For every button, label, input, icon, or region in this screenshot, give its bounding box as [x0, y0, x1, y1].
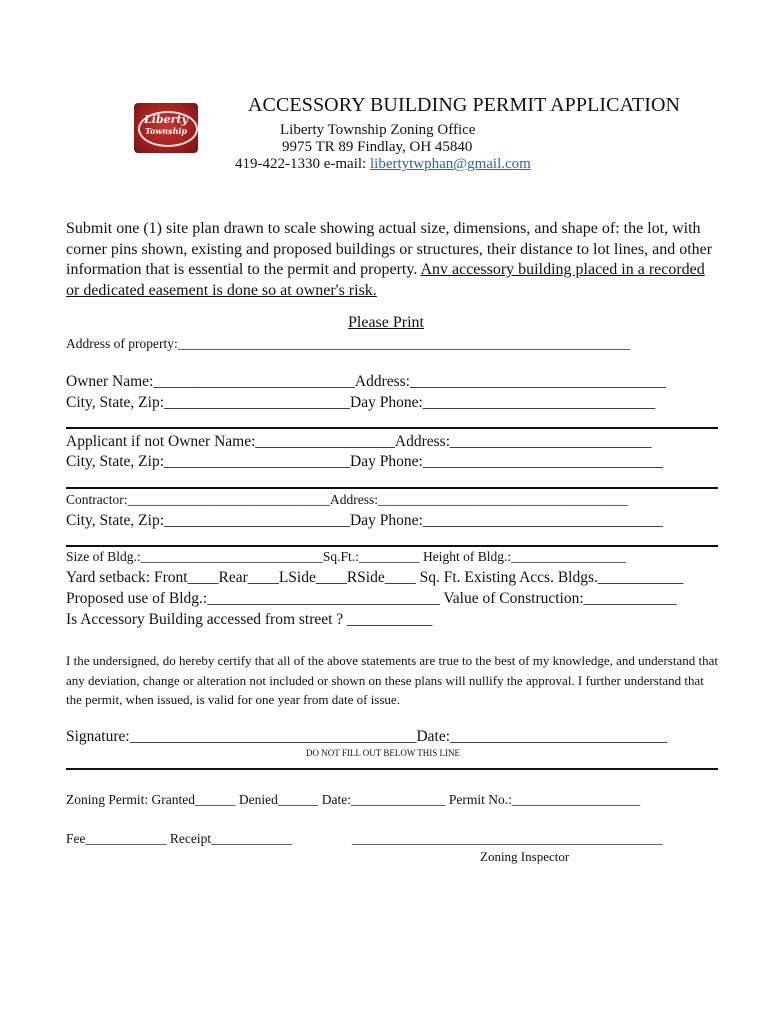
inspector-signature-line: ______________________________________________	[352, 831, 663, 846]
logo-text-liberty: Liberty	[144, 113, 188, 126]
size-of-building-field[interactable]: Size of Bldg.:___________________________Sq.Ft.:_________ Height of Bldg.:_________________	[66, 549, 626, 564]
phone-email-label: 419-422-1330 e-mail:	[235, 156, 370, 172]
office-contact	[235, 156, 531, 173]
do-not-fill-notice: DO NOT FILL OUT BELOW THIS LINE	[306, 748, 460, 758]
section-divider	[66, 545, 718, 547]
owner-city-field[interactable]: City, State, Zip:________________________Day Phone:______________________________	[66, 394, 656, 411]
applicant-city-field[interactable]: City, State, Zip:________________________Day Phone:_______________________________	[66, 453, 664, 470]
liberty-township-logo	[134, 103, 198, 153]
office-use-divider	[66, 768, 718, 770]
section-divider	[66, 487, 718, 489]
page-title: ACCESSORY BUILDING PERMIT APPLICATION	[248, 94, 681, 116]
section-divider	[66, 427, 718, 429]
contractor-field[interactable]: Contractor:______________________________Address:_____________________________________	[66, 492, 628, 507]
contractor-city-field[interactable]: City, State, Zip:________________________Day Phone:_______________________________	[66, 512, 664, 529]
instructions-paragraph	[66, 219, 718, 301]
zoning-permit-field: Zoning Permit: Granted______ Denied______ Date:______________ Permit No.:___________________	[66, 792, 641, 807]
proposed-use-field[interactable]: Proposed use of Bldg.:______________________________ Value of Construction:____________	[66, 590, 677, 607]
yard-setback-field[interactable]: Yard setback: Front____Rear____LSide____RSide____ Sq. Ft. Existing Accs. Bldgs.___________	[66, 569, 684, 586]
office-street: 9975 TR 89 Findlay, OH 45840	[282, 139, 473, 155]
certification-statement: I the undersigned, do hereby certify that all of the above statements are true to the best of my knowledge, and understand that any deviation, change or alteration not included or shown on these plans will nullify the approval. I further understand that the permit, when issued, is valid for one year from date of issue.	[66, 653, 718, 707]
email-link[interactable]: libertytwphan@gmail.com	[369, 156, 531, 172]
instructions-text: Submit one (1) site plan drawn to scale showing actual size, dimensions, and shape of: the lot, with corner pins shown, existing and proposed buildings or structures, their distance to lot lines, and other information that is essential to the permit and property.	[66, 220, 713, 278]
easement-warning: Anv accessory building placed in a recorded or dedicated easement is done so at owner's risk.	[66, 261, 705, 299]
zoning-inspector-label: Zoning Inspector	[480, 849, 570, 864]
logo-text-township: Township	[144, 126, 188, 136]
please-print-heading: Please Print	[348, 314, 424, 331]
applicant-name-field[interactable]: Applicant if not Owner Name:__________________Address:__________________________	[66, 433, 652, 450]
office-name: Liberty Township Zoning Office	[280, 122, 476, 138]
accessed-from-street-field[interactable]: Is Accessory Building accessed from street ? ___________	[66, 611, 433, 628]
address-of-property-field[interactable]: Address of property:___________________________________________________________________	[66, 336, 630, 351]
signature-date-field[interactable]: Signature:_____________________________________Date:____________________________	[66, 728, 668, 745]
owner-name-field[interactable]: Owner Name:__________________________Address:_________________________________	[66, 373, 666, 390]
fee-receipt-field: Fee____________ Receipt____________	[66, 831, 293, 846]
